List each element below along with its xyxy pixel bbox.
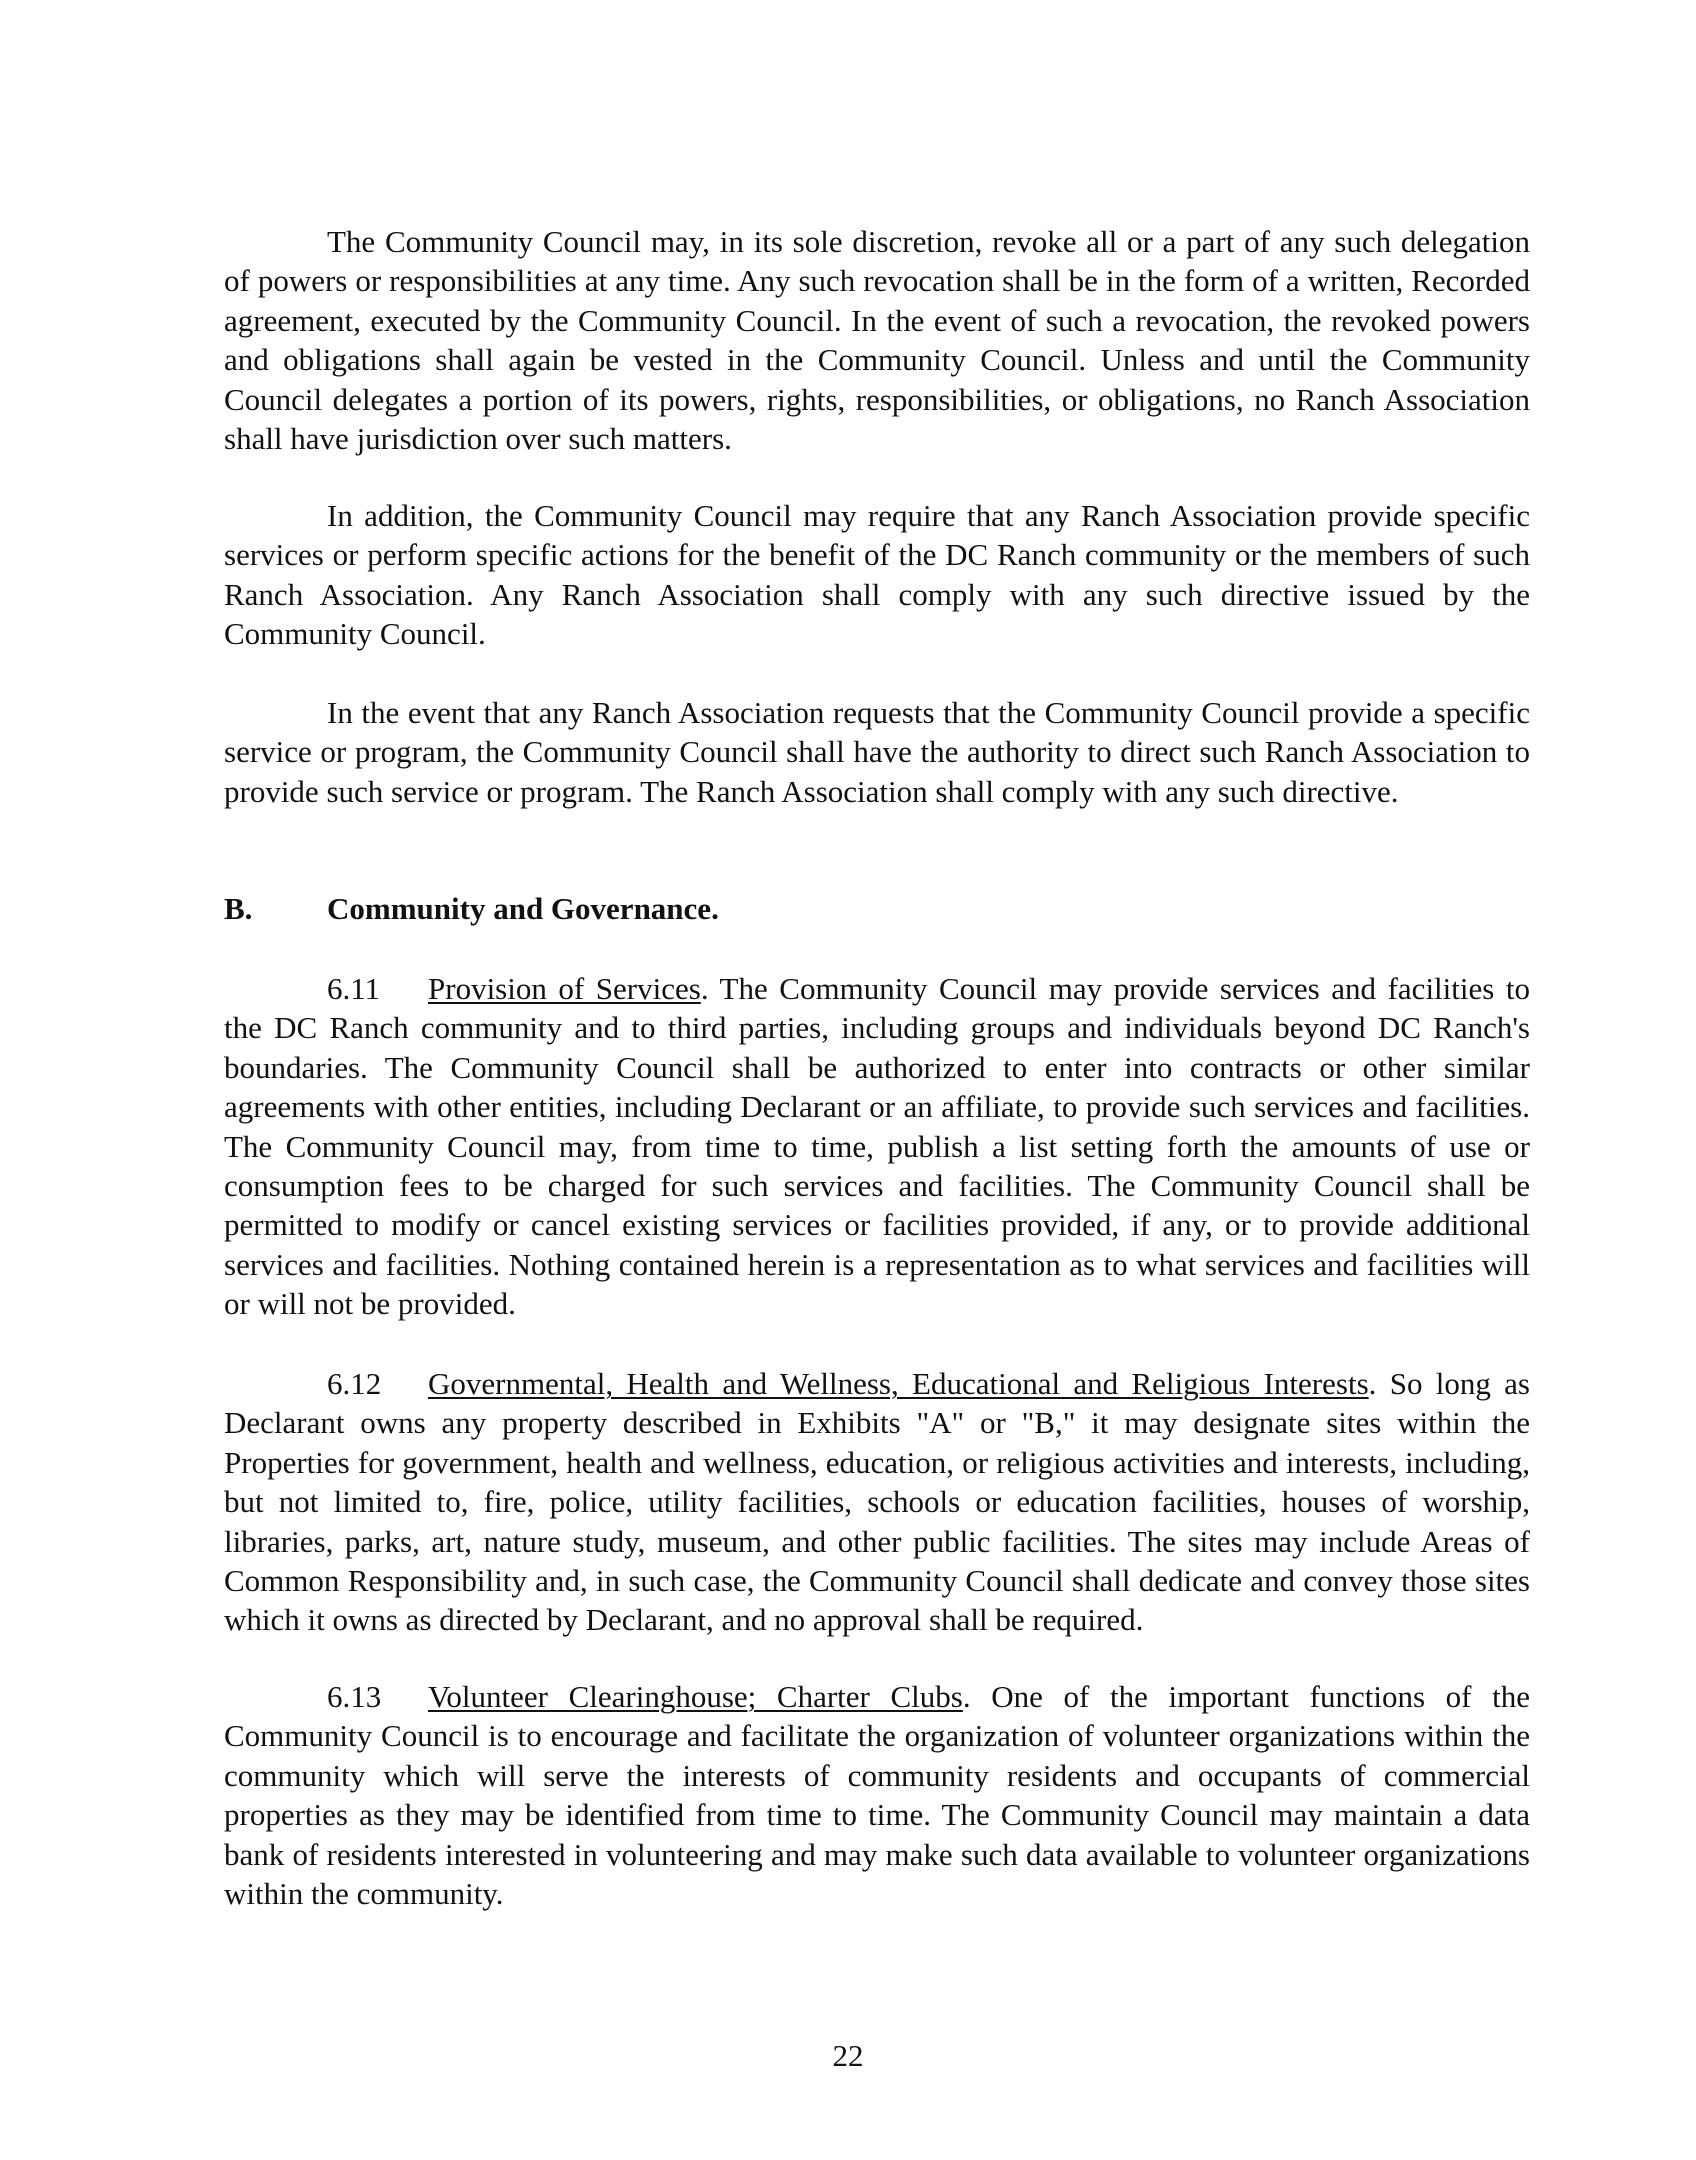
section-6-11-heading: Provision of Services bbox=[428, 971, 701, 1006]
section-b-title: Community and Governance. bbox=[327, 891, 719, 926]
section-6-11-number: 6.11 bbox=[327, 971, 381, 1006]
section-6-12-number: 6.12 bbox=[327, 1366, 382, 1401]
paragraph-required-services: In addition, the Community Council may require that any Ranch Association provide specific services or perform specific actions for the benefit of the DC Ranch community or the members of such Ranch Association. Any Ranch Association shall comply with any such directive issued by the Community Council. bbox=[224, 498, 1530, 652]
paragraph-service-requests: In the event that any Ranch Association requests that the Community Council provide a specific service or program, the Community Council shall have the authority to direct such Ranch Association to provide such service or program. The Ranch Association shall comply with any such directive. bbox=[224, 695, 1530, 809]
section-b-letter: B. bbox=[224, 891, 253, 926]
section-6-12-heading: Governmental, Health and Wellness, Educational and Religious Interests bbox=[428, 1366, 1369, 1401]
section-6-13: 6.13 Volunteer Clearinghouse; Charter Clubs. One of the important functions of the Community Council is to encourage and facilitate the organization of volunteer organizations within the community which will serve the interests of community residents and occupants of commercial properties as they may be identified from time to time. The Community Council may maintain a data bank of residents interested in volunteering and may make such data available to volunteer organizations within the community. bbox=[224, 1679, 1530, 1912]
page-number: 22 bbox=[832, 2038, 864, 2073]
section-6-11-text: The Community Council may provide services and facilities to the DC Ranch community and to third parties, including groups and individuals beyond DC Ranch's boundaries. The Community Council shall be authorized to enter into contracts or other similar agreements with other entities, including Declarant or an affiliate, to provide such services and facilities. The Community Council may, from time to time, publish a list setting forth the amounts of use or consumption fees to be charged for such services and facilities. The Community Council shall be permitted to modify or cancel existing services or facilities provided, if any, or to provide additional services and facilities. Nothing contained herein is a representation as to what services and facilities will or will not be provided. bbox=[224, 971, 1530, 1322]
section-6-12: 6.12 Governmental, Health and Wellness, Educational and Religious Interests. So long as Declarant owns any property described in Exhibits "A" or "B," it may designate sites within the Properties for government, health and wellness, education, or religious activities and interests, including, but not limited to, fire, police, utility facilities, schools or education facilities, houses of worship, libraries, parks, art, nature study, museum, and other public facilities. The sites may include Areas of Common Responsibility and, in such case, the Community Council shall dedicate and convey those sites which it owns as directed by Declarant, and no approval shall be required. bbox=[224, 1366, 1530, 1638]
section-6-13-text: One of the important functions of the Community Council is to encourage and facilitate the organization of volunteer organizations within the community which will serve the interests of community residents and occupants of commercial properties as they may be identified from time to time. The Community Council may maintain a data bank of residents interested in volunteering and may make such data available to volunteer organizations within the community. bbox=[224, 1679, 1530, 1912]
paragraph-revocation: The Community Council may, in its sole discretion, revoke all or a part of any such delegation of powers or responsibilities at any time. Any such revocation shall be in the form of a written, Recorded agreement, executed by the Community Council. In the event of such a revocation, the revoked powers and obligations shall again be vested in the Community Council. Unless and until the Community Council delegates a portion of its powers, rights, responsibilities, or obligations, no Ranch Association shall have jurisdiction over such matters. bbox=[224, 224, 1530, 457]
section-6-12-text: So long as Declarant owns any property described in Exhibits "A" or "B," it may designate sites within the Properties for government, health and wellness, education, or religious activities and interests, including, but not limited to, fire, police, utility facilities, schools or education facilities, houses of worship, libraries, parks, art, nature study, museum, and other public facilities. The sites may include Areas of Common Responsibility and, in such case, the Community Council shall dedicate and convey those sites which it owns as directed by Declarant, and no approval shall be required. bbox=[224, 1366, 1530, 1638]
section-6-11: 6.11 Provision of Services. The Community Council may provide services and facilities to the DC Ranch community and to third parties, including groups and individuals beyond DC Ranch's boundaries. The Community Council shall be authorized to enter into contracts or other similar agreements with other entities, including Declarant or an affiliate, to provide such services and facilities. The Community Council may, from time to time, publish a list setting forth the amounts of use or consumption fees to be charged for such services and facilities. The Community Council shall be permitted to modify or cancel existing services or facilities provided, if any, or to provide additional services and facilities. Nothing contained herein is a representation as to what services and facilities will or will not be provided. bbox=[224, 971, 1530, 1322]
section-6-13-number: 6.13 bbox=[327, 1679, 382, 1714]
section-6-13-heading: Volunteer Clearinghouse; Charter Clubs bbox=[428, 1679, 963, 1714]
section-b-heading bbox=[224, 889, 719, 928]
